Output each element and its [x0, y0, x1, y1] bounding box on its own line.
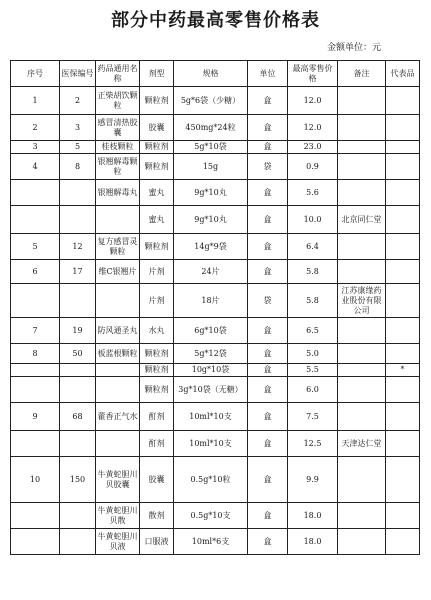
- cell-form: 水丸: [140, 318, 174, 344]
- table-row: [11, 403, 420, 431]
- cell-price: 18.0: [288, 503, 338, 529]
- cell-price: 10.0: [288, 206, 338, 234]
- cell-no: 10: [11, 457, 60, 503]
- cell-rep: [386, 234, 420, 260]
- currency-unit-note: 金额单位：元: [326, 43, 381, 53]
- cell-note: [338, 141, 386, 154]
- cell-spec: 5g*12袋: [174, 344, 248, 364]
- cell-no: 8: [11, 344, 60, 364]
- cell-spec: 10ml*10支: [174, 403, 248, 431]
- cell-form: 胶囊: [140, 115, 174, 141]
- cell-code: 50: [60, 344, 96, 364]
- cell-code: 68: [60, 403, 96, 431]
- cell-form: 片剂: [140, 284, 174, 318]
- cell-rep: [386, 115, 420, 141]
- cell-form: 颗粒剂: [140, 377, 174, 403]
- cell-spec: 10ml*6支: [174, 529, 248, 555]
- cell-no: [11, 284, 60, 318]
- cell-no: [11, 206, 60, 234]
- cell-note: [338, 87, 386, 115]
- table-row: [11, 115, 420, 141]
- cell-unit: 袋: [248, 284, 288, 318]
- table-row: [11, 180, 420, 206]
- cell-form: 蜜丸: [140, 206, 174, 234]
- cell-price: 18.0: [288, 529, 338, 555]
- cell-note: [338, 364, 386, 377]
- cell-spec: 14g*9袋: [174, 234, 248, 260]
- cell-spec: 5g*6袋（少糖）: [174, 87, 248, 115]
- cell-code: [60, 180, 96, 206]
- cell-no: [11, 529, 60, 555]
- cell-code: [60, 206, 96, 234]
- cell-note: [338, 529, 386, 555]
- cell-rep: [386, 318, 420, 344]
- cell-code: 19: [60, 318, 96, 344]
- cell-name: [96, 377, 140, 403]
- cell-unit: 盒: [248, 260, 288, 284]
- cell-rep: [386, 529, 420, 555]
- cell-rep: [386, 403, 420, 431]
- cell-price: 0.9: [288, 154, 338, 180]
- cell-price: 12.5: [288, 431, 338, 457]
- cell-rep: [386, 87, 420, 115]
- cell-form: 散剂: [140, 503, 174, 529]
- cell-unit: 盒: [248, 377, 288, 403]
- cell-code: 8: [60, 154, 96, 180]
- table-row: [11, 377, 420, 403]
- cell-name: 桂枝颗粒: [96, 141, 140, 154]
- cell-form: 颗粒剂: [140, 87, 174, 115]
- cell-code: [60, 529, 96, 555]
- cell-no: [11, 377, 60, 403]
- cell-form: 颗粒剂: [140, 234, 174, 260]
- cell-price: 5.5: [288, 364, 338, 377]
- cell-unit: 盒: [248, 344, 288, 364]
- page-title: 部分中药最高零售价格表: [111, 10, 320, 31]
- cell-no: 2: [11, 115, 60, 141]
- header-cell: 药品通用名称: [96, 61, 140, 87]
- cell-price: 9.9: [288, 457, 338, 503]
- table-row: [11, 87, 420, 115]
- cell-unit: 盒: [248, 141, 288, 154]
- table-row: [11, 284, 420, 318]
- cell-rep: [386, 260, 420, 284]
- cell-no: [11, 431, 60, 457]
- cell-code: 2: [60, 87, 96, 115]
- cell-unit: 盒: [248, 529, 288, 555]
- cell-note: [338, 503, 386, 529]
- cell-name: 感冒清热胶囊: [96, 115, 140, 141]
- cell-no: [11, 503, 60, 529]
- table-row: [11, 431, 420, 457]
- cell-form: 颗粒剂: [140, 141, 174, 154]
- cell-unit: 盒: [248, 457, 288, 503]
- cell-name: 牛黄蛇胆川贝胶囊: [96, 457, 140, 503]
- header-cell: 最高零售价格: [288, 61, 338, 87]
- cell-code: 17: [60, 260, 96, 284]
- cell-rep: [386, 284, 420, 318]
- cell-code: 5: [60, 141, 96, 154]
- cell-rep: [386, 154, 420, 180]
- cell-name: [96, 364, 140, 377]
- cell-form: 蜜丸: [140, 180, 174, 206]
- cell-code: [60, 284, 96, 318]
- cell-no: 9: [11, 403, 60, 431]
- cell-name: 维C银翘片: [96, 260, 140, 284]
- cell-form: 颗粒剂: [140, 154, 174, 180]
- cell-rep: [386, 344, 420, 364]
- cell-unit: 袋: [248, 154, 288, 180]
- header-cell: 序号: [11, 61, 60, 87]
- cell-rep: [386, 431, 420, 457]
- cell-note: 江苏康缘药业股份有限公司: [338, 284, 386, 318]
- cell-no: 5: [11, 234, 60, 260]
- cell-spec: 9g*10丸: [174, 206, 248, 234]
- table-row: [11, 529, 420, 555]
- table-row: [11, 457, 420, 503]
- cell-spec: 0.5g*10粒: [174, 457, 248, 503]
- cell-spec: 6g*10袋: [174, 318, 248, 344]
- cell-unit: 盒: [248, 180, 288, 206]
- cell-note: [338, 180, 386, 206]
- cell-price: 5.8: [288, 260, 338, 284]
- cell-spec: 450mg*24粒: [174, 115, 248, 141]
- cell-price: 6.0: [288, 377, 338, 403]
- table-row: [11, 154, 420, 180]
- table-row: [11, 141, 420, 154]
- cell-form: 酊剂: [140, 403, 174, 431]
- cell-rep: [386, 141, 420, 154]
- cell-spec: 9g*10丸: [174, 180, 248, 206]
- cell-name: 板蓝根颗粒: [96, 344, 140, 364]
- cell-price: 5.8: [288, 284, 338, 318]
- cell-price: 6.4: [288, 234, 338, 260]
- cell-no: 1: [11, 87, 60, 115]
- cell-form: 片剂: [140, 260, 174, 284]
- table-row: [11, 234, 420, 260]
- cell-note: 天津达仁堂: [338, 431, 386, 457]
- cell-spec: 10g*10袋: [174, 364, 248, 377]
- cell-spec: 3g*10袋（无糖）: [174, 377, 248, 403]
- cell-unit: 盒: [248, 431, 288, 457]
- cell-no: 3: [11, 141, 60, 154]
- cell-name: 藿香正气水: [96, 403, 140, 431]
- header-cell: 医保编号: [60, 61, 96, 87]
- cell-rep: [386, 180, 420, 206]
- cell-code: 3: [60, 115, 96, 141]
- table-header-row: [11, 61, 420, 87]
- cell-unit: 盒: [248, 403, 288, 431]
- cell-no: 4: [11, 154, 60, 180]
- cell-note: [338, 260, 386, 284]
- cell-name: [96, 284, 140, 318]
- cell-note: [338, 154, 386, 180]
- cell-name: 银翘解毒丸: [96, 180, 140, 206]
- cell-spec: 0.5g*10支: [174, 503, 248, 529]
- cell-note: 北京同仁堂: [338, 206, 386, 234]
- cell-name: 复方感冒灵颗粒: [96, 234, 140, 260]
- cell-form: 颗粒剂: [140, 364, 174, 377]
- cell-note: [338, 403, 386, 431]
- cell-no: 7: [11, 318, 60, 344]
- cell-spec: 10ml*10支: [174, 431, 248, 457]
- cell-spec: 5g*10袋: [174, 141, 248, 154]
- header-cell: 备注: [338, 61, 386, 87]
- cell-code: [60, 377, 96, 403]
- cell-note: [338, 457, 386, 503]
- cell-price: 5.0: [288, 344, 338, 364]
- cell-name: [96, 431, 140, 457]
- cell-rep: [386, 503, 420, 529]
- cell-code: [60, 364, 96, 377]
- cell-code: [60, 431, 96, 457]
- cell-note: [338, 344, 386, 364]
- cell-code: 12: [60, 234, 96, 260]
- header-cell: 规格: [174, 61, 248, 87]
- cell-note: [338, 115, 386, 141]
- header-cell: 单位: [248, 61, 288, 87]
- cell-spec: 18片: [174, 284, 248, 318]
- cell-rep: [386, 206, 420, 234]
- cell-form: 酊剂: [140, 431, 174, 457]
- cell-name: 牛黄蛇胆川贝液: [96, 529, 140, 555]
- price-table: [10, 60, 420, 555]
- cell-price: 23.0: [288, 141, 338, 154]
- table-row: [11, 206, 420, 234]
- cell-price: 7.5: [288, 403, 338, 431]
- cell-unit: 盒: [248, 318, 288, 344]
- cell-unit: 盒: [248, 503, 288, 529]
- cell-rep: *: [386, 364, 420, 377]
- cell-price: 5.6: [288, 180, 338, 206]
- header-cell: 剂型: [140, 61, 174, 87]
- cell-name: 银翘解毒颗粒: [96, 154, 140, 180]
- cell-note: [338, 377, 386, 403]
- cell-unit: 盒: [248, 234, 288, 260]
- cell-unit: 盒: [248, 206, 288, 234]
- header-cell: 代表品: [386, 61, 420, 87]
- table-row: [11, 260, 420, 284]
- table-row: [11, 318, 420, 344]
- cell-code: 150: [60, 457, 96, 503]
- cell-note: [338, 234, 386, 260]
- cell-rep: [386, 457, 420, 503]
- cell-name: 正柴胡饮颗粒: [96, 87, 140, 115]
- cell-name: 牛黄蛇胆川贝散: [96, 503, 140, 529]
- cell-spec: 15g: [174, 154, 248, 180]
- cell-code: [60, 503, 96, 529]
- cell-price: 12.0: [288, 115, 338, 141]
- cell-unit: 盒: [248, 115, 288, 141]
- cell-spec: 24片: [174, 260, 248, 284]
- table-row: [11, 344, 420, 364]
- cell-price: 6.5: [288, 318, 338, 344]
- cell-no: [11, 364, 60, 377]
- cell-unit: 盒: [248, 87, 288, 115]
- cell-form: 口服液: [140, 529, 174, 555]
- cell-name: 防风通圣丸: [96, 318, 140, 344]
- cell-note: [338, 318, 386, 344]
- table-row: [11, 503, 420, 529]
- cell-form: 颗粒剂: [140, 344, 174, 364]
- cell-form: 胶囊: [140, 457, 174, 503]
- cell-unit: 盒: [248, 364, 288, 377]
- cell-no: [11, 180, 60, 206]
- cell-rep: [386, 377, 420, 403]
- cell-price: 12.0: [288, 87, 338, 115]
- cell-name: [96, 206, 140, 234]
- table-row: [11, 364, 420, 377]
- cell-no: 6: [11, 260, 60, 284]
